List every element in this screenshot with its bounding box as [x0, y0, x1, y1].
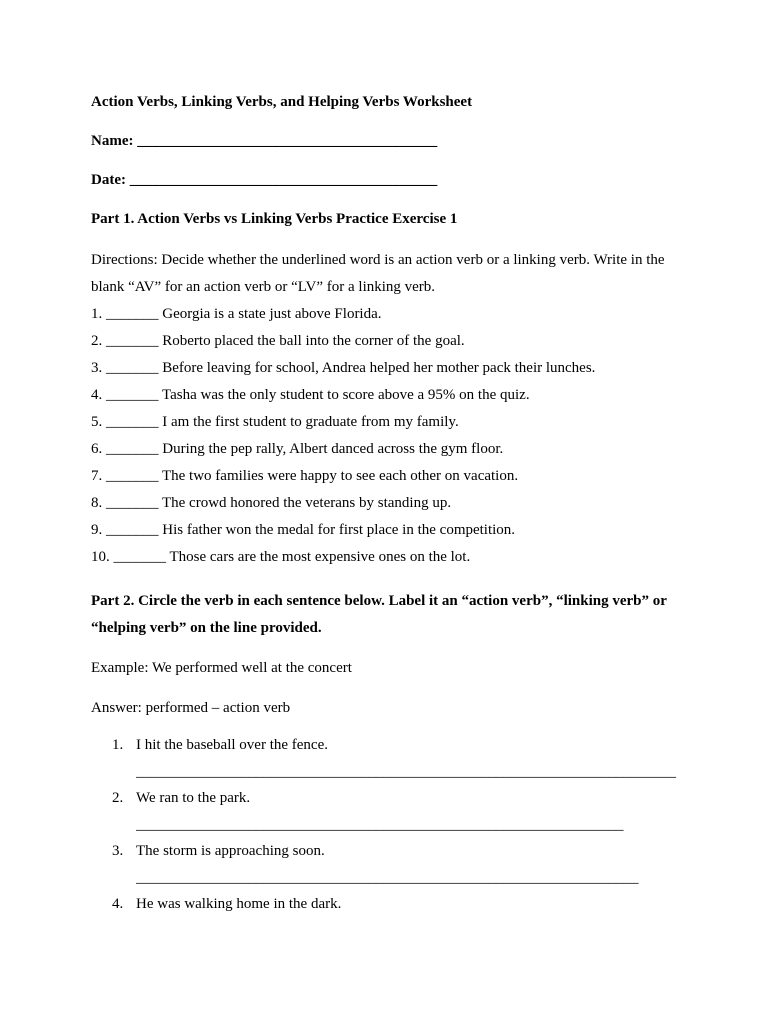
list-item: 7. _______ The two families were happy to see each other on vacation.: [91, 468, 519, 484]
part2-heading: Part 2. Circle the verb in each sentence below. Label it an “action verb”, “linking verb” or “helping verb” on the line provided.: [91, 593, 667, 636]
list-item: 9. _______ His father won the medal for first place in the competition.: [91, 522, 516, 538]
item-sentence: We ran to the park.: [136, 790, 251, 806]
name-field: Name: ________________________________________: [91, 133, 438, 149]
part2-example: Example: We performed well at the concert: [91, 660, 352, 676]
list-item: 8. _______ The crowd honored the veterans by standing up.: [91, 495, 452, 511]
part1-directions: Directions: Decide whether the underlined word is an action verb or a linking verb. Write in the blank “AV” for an action verb or “LV” for a linking verb.: [91, 252, 665, 295]
item-number: 3.: [112, 843, 124, 859]
item-sentence: I hit the baseball over the fence.: [136, 737, 328, 753]
answer-line: ___________________________________________________________________: [136, 870, 639, 886]
item-number: 2.: [112, 790, 124, 806]
date-field: Date: _________________________________________: [91, 172, 438, 188]
list-item: 6. _______ During the pep rally, Albert danced across the gym floor.: [91, 441, 504, 457]
list-item: 5. _______ I am the first student to graduate from my family.: [91, 414, 459, 430]
list-item: 1. _______ Georgia is a state just above Florida.: [91, 306, 382, 322]
worksheet-page: [91, 91, 691, 918]
list-item: 10. _______ Those cars are the most expensive ones on the lot.: [91, 549, 471, 565]
answer-line: _________________________________________________________________: [136, 817, 624, 833]
part1-heading: Part 1. Action Verbs vs Linking Verbs Practice Exercise 1: [91, 211, 458, 227]
item-sentence: The storm is approaching soon.: [136, 843, 325, 859]
item-number: 4.: [112, 896, 124, 912]
answer-line: ________________________________________________________________________: [136, 764, 676, 780]
list-item: [91, 891, 691, 918]
list-item: [91, 838, 691, 891]
part1-question-list: [91, 301, 691, 571]
part2-answer: Answer: performed – action verb: [91, 700, 291, 716]
worksheet-title: Action Verbs, Linking Verbs, and Helping Verbs Worksheet: [91, 94, 473, 110]
list-item: [91, 785, 691, 838]
part2-exercise-list: [91, 732, 691, 918]
list-item: 3. _______ Before leaving for school, Andrea helped her mother pack their lunches.: [91, 360, 596, 376]
list-item: 4. _______ Tasha was the only student to score above a 95% on the quiz.: [91, 387, 530, 403]
item-number: 1.: [112, 737, 124, 753]
item-sentence: He was walking home in the dark.: [136, 896, 342, 912]
list-item: 2. _______ Roberto placed the ball into the corner of the goal.: [91, 333, 465, 349]
list-item: [91, 732, 691, 785]
